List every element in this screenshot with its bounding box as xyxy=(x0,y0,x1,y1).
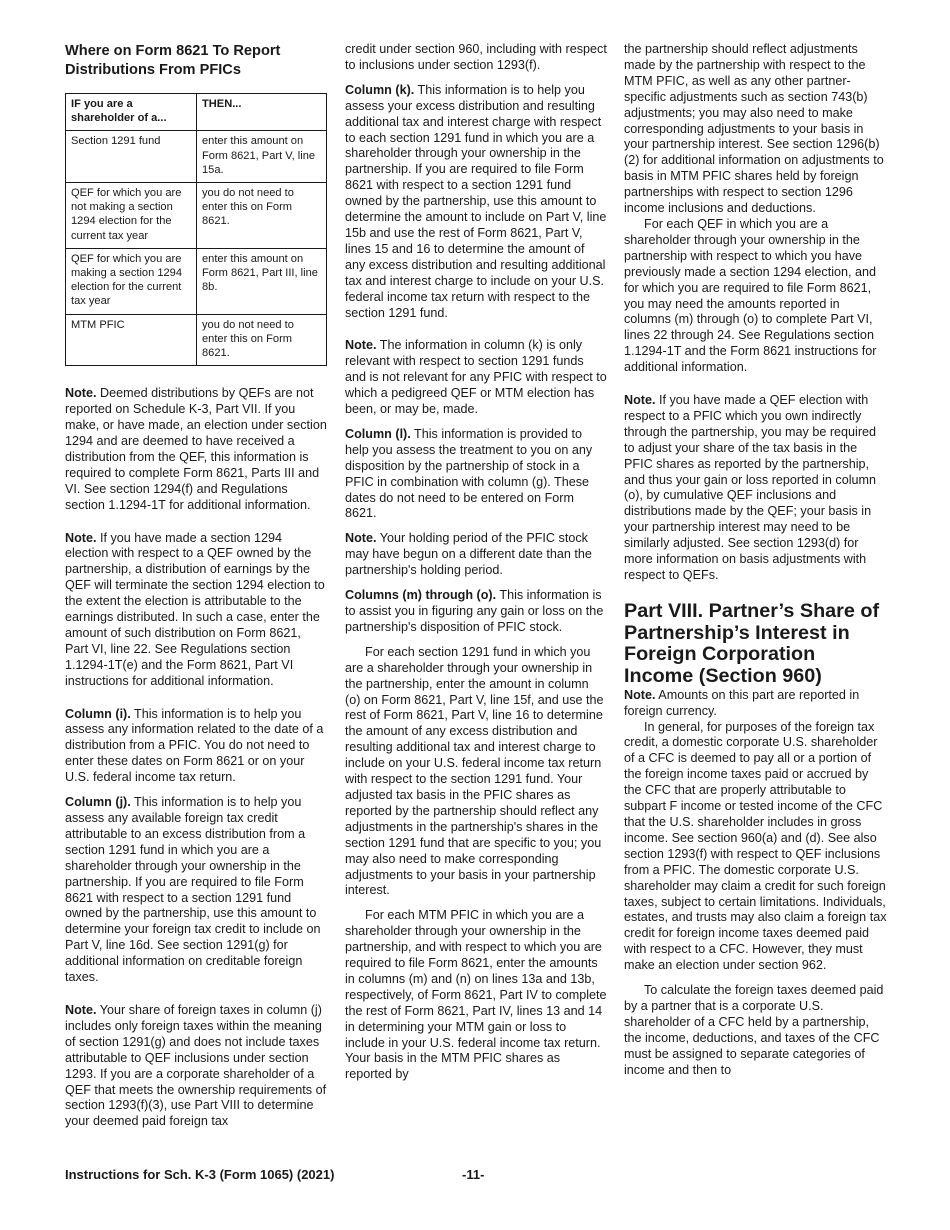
table-header: THEN... xyxy=(197,94,327,131)
note-label: Note. xyxy=(65,386,97,401)
table-cell: QEF for which you are making a section 1294 election for the current tax year xyxy=(66,248,197,314)
column-k-paragraph xyxy=(345,83,607,322)
table-row xyxy=(66,183,327,249)
note-label: Note. xyxy=(65,530,97,545)
table-cell: QEF for which you are not making a section 1294 election for the current tax year xyxy=(66,183,197,249)
table-row xyxy=(66,248,327,314)
columns-m-o-text: This information is to assist you in figuring any gain or loss on the partnership's disposition of PFIC stock. xyxy=(345,588,604,634)
note-paragraph xyxy=(65,386,327,513)
column-i-paragraph xyxy=(65,707,327,787)
note-paragraph xyxy=(624,688,888,720)
note-text: The information in column (k) is only relevant with respect to section 1291 funds and is not relevant for any PFIC with respect to which a pedigreed QEF or MTM election has been, or may be, made. xyxy=(345,338,607,417)
part-viii-heading: Part VIII. Partner’s Share of Partnership’s Interest in Foreign Corporation Income (Section 960) xyxy=(624,599,880,688)
column-i-label: Column (i). xyxy=(65,706,131,721)
table-header: IF you are a shareholder of a... xyxy=(66,94,197,131)
note-label: Note. xyxy=(65,1002,97,1017)
note-text: Your holding period of the PFIC stock may have begun on a different date than the partnership's holding period. xyxy=(345,531,592,578)
table-row xyxy=(66,131,327,183)
column-j-paragraph xyxy=(65,795,327,986)
note-text: Deemed distributions by QEFs are not reported on Schedule K-3, Part VII. If you make, or have made, an election under section 1294 and are deemed to have received a distribution from the QEF, this information is required to complete Form 8621, Parts III and VI. See section 1294(f) and Regulations section 1.1294-1T for additional information. xyxy=(65,386,327,512)
column-j-label: Column (j). xyxy=(65,795,131,810)
note-paragraph xyxy=(65,531,327,690)
table-cell: Section 1291 fund xyxy=(66,131,197,183)
column-3 xyxy=(624,42,888,1078)
distribution-table xyxy=(65,93,327,366)
body-paragraph: For each section 1291 fund in which you are a shareholder through your ownership in the partnership, enter the amount in column (o) on Form 8621, Part V, line 15f, and use the rest of Form 8621, Part V, line 16 to determine the amount of any excess distribution and resulting additional tax and interest charge to include on your U.S. federal income tax return with respect to the section 1291 fund. Your adjusted tax basis in the PFIC shares as reported by the partnership should reflect any adjustments in the partnership's shares in the section 1291 fund that are specific to you; you may also need to make corresponding adjustments to your basis in your partnership interest. xyxy=(345,644,604,898)
body-paragraph: For each QEF in which you are a shareholder through your ownership in the partnership with respect to which you have previously made a section 1294 election, and for which you are required to file Form 8621, you may need the amounts reported in columns (m) through (o) to complete Part VI, lines 22 through 24. See Regulations section 1.1294-1T and the Form 8621 instructions for additional information. xyxy=(624,216,877,375)
note-label: Note. xyxy=(345,338,377,353)
note-paragraph xyxy=(345,531,607,579)
column-l-text: This information is provided to help you assess the treatment to you on any disposition by the partnership of stock in a PFIC in combination with column (g). These dates do not need to be entered on Form 8621. xyxy=(345,426,593,521)
continued-paragraph: credit under section 960, including with respect to inclusions under section 1293(f). xyxy=(345,42,607,72)
column-l-label: Column (l). xyxy=(345,426,411,441)
column-i-text: This information is to help you assess any information related to the date of a distribution from a PFIC. You do not need to enter these dates on Form 8621 or on your U.S. federal income tax return. xyxy=(65,706,324,785)
note-text: Your share of foreign taxes in column (j) includes only foreign taxes within the meaning of section 1291(g) and does not include taxes attributable to QEF inclusions under section 1293. If you are a corporate shareholder of a QEF that meets the ownership requirements of section 1293(f)(3), use Part VIII to determine your deemed paid foreign tax xyxy=(65,1002,327,1129)
columns-m-o-label: Columns (m) through (o). xyxy=(345,588,497,603)
footer-title: Instructions for Sch. K-3 (Form 1065) (2021) xyxy=(65,1167,335,1182)
note-label: Note. xyxy=(624,687,656,702)
column-k-text: This information is to help you assess your excess distribution and resulting additional tax and interest charge with respect to each section 1291 fund in which you are a shareholder through your ownership in the partnership. If you are required to file Form 8621 with respect to a section 1291 fund owned by the partnership, use this amount to determine the amount to include on Part V, line 15b and use the rest of Form 8621, Part V, lines 15 and 16 to determine the amount of any excess distribution and resulting additional tax and interest charge to include on your U.S. federal income tax return with respect to the section 1291 fund. xyxy=(345,82,607,320)
continued-paragraph: the partnership should reflect adjustments made by the partnership with respect to the MTM PFIC, as well as any other partner-specific adjustments such as section 743(b) adjustments; you may also need to make corresponding adjustments to your basis in your partnership interest. See section 1296(b)(2) for additional information on adjustments to basis in MTM PFIC shares held by foreign partnerships with respect to section 1296 income inclusions and deductions. xyxy=(624,42,884,216)
note-text: If you have made a section 1294 election with respect to a QEF owned by the partnership, a distribution of earnings by the QEF will terminate the section 1294 election to the extent the election is attributable to the earnings distributed. In such a case, enter the amount of such distribution on Form 8621, Part VI, line 22. See Regulations section 1.1294-1T(e) and the Form 8621, Part VI instructions for additional information. xyxy=(65,530,325,688)
page-footer xyxy=(65,1167,888,1185)
table-row xyxy=(66,314,327,366)
page-number: -11- xyxy=(462,1167,485,1182)
note-text: If you have made a QEF election with respect to a PFIC which you own indirectly through the partnership, you may be required to adjust your share of the tax basis in the PFIC shares as reported by the partnership, and thus your gain or loss reported in column (o), by cumulative QEF inclusions and distributions made by the QEF; your basis in your partnership interest may need to be similarly adjusted. See section 1293(d) for more information on basis adjustments with respect to QEFs. xyxy=(624,393,877,582)
note-paragraph xyxy=(65,1003,327,1130)
table-header-row xyxy=(66,94,327,131)
body-paragraph: For each MTM PFIC in which you are a shareholder through your ownership in the partnership, and with respect to which you are required to file Form 8621, enter the amounts in columns (m) and (n) on lines 13a and 13b, respectively, of Form 8621, Part IV to complete the rest of Form 8621, Part IV, lines 13 and 14 in determining your MTM gain or loss to include in your U.S. federal income tax return. Your basis in the MTM PFIC shares as reported by xyxy=(345,908,607,1082)
column-k-label: Column (k). xyxy=(345,82,415,97)
note-label: Note. xyxy=(345,531,377,546)
note-text: Amounts on this part are reported in foreign currency. xyxy=(624,687,860,718)
note-label: Note. xyxy=(624,393,656,408)
body-paragraph: In general, for purposes of the foreign tax credit, a domestic corporate U.S. shareholder of a CFC is deemed to pay all or a portion of the foreign income taxes paid or accrued by the CFC that are properly attributable to subpart F income or tested income of the CFC that the U.S. shareholder includes in gross income. See section 960(a) and (d). See also section 1293(f) with respect to QEF inclusions from a PFIC. The domestic corporate U.S. shareholder may claim a credit for such foreign taxes, subject to certain limitations. Individuals, estates, and trusts may also claim a foreign tax credit for foreign income taxes deemed paid with respect to a CFC. However, they must make an election under section 962. xyxy=(624,719,887,973)
columns-m-o-paragraph xyxy=(345,588,607,636)
column-1 xyxy=(65,42,327,1130)
table-cell: you do not need to enter this on Form 8621. xyxy=(197,314,327,366)
section-heading: Where on Form 8621 To Report Distributions From PFICs xyxy=(65,43,281,78)
table-cell: enter this amount on Form 8621, Part V, line 15a. xyxy=(197,131,327,183)
note-paragraph xyxy=(624,393,888,584)
column-2 xyxy=(345,42,607,1083)
column-l-paragraph xyxy=(345,427,607,522)
column-j-text: This information is to help you assess any available foreign tax credit attributable to an excess distribution from a section 1291 fund in which you are a shareholder through your ownership in the partnership. If you are required to file Form 8621 with respect to a section 1291 fund owned by the partnership, use this amount to determine your foreign tax credit to include on Part V, line 16d. See section 1291(g) for additional information on creditable foreign taxes. xyxy=(65,795,321,985)
table-cell: you do not need to enter this on Form 8621. xyxy=(197,183,327,249)
table-cell: MTM PFIC xyxy=(66,314,197,366)
note-paragraph xyxy=(345,338,607,418)
table-cell: enter this amount on Form 8621, Part III, line 8b. xyxy=(197,248,327,314)
body-paragraph: To calculate the foreign taxes deemed paid by a partner that is a corporate U.S. shareholder of a CFC held by a partnership, the income, deductions, and taxes of the CFC must be assigned to separate categories of income and then to xyxy=(624,983,884,1077)
